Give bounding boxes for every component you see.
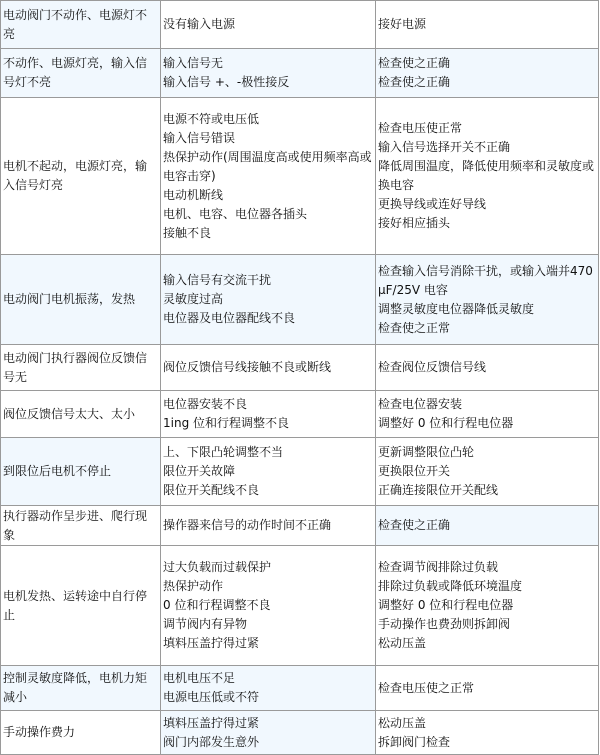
remedy-item: 拆卸阀门检查: [378, 734, 451, 749]
cause-item: 电源电压低或不符: [163, 690, 260, 704]
fault-text: 不动作、电源灯亮，输入信号灯不亮: [3, 56, 148, 89]
table-row: [1, 546, 599, 666]
causes-cell: [161, 666, 376, 711]
remedy-item: 检查输入信号消除干扰，或输入端并470μF/25V 电容: [378, 263, 593, 297]
table-row: [1, 345, 599, 391]
remedy-item: 检查阀位反馈信号线: [378, 360, 487, 374]
cause-item: 电动机断线: [163, 187, 224, 202]
cause-item: 阀位反馈信号线接触不良或断线: [163, 360, 332, 374]
remedy-item: 降低周围温度，降低使用频率和灵敏度或换电容: [378, 159, 595, 192]
table-row: [1, 438, 599, 506]
remedies-cell: [376, 49, 599, 98]
table-row: [1, 255, 599, 345]
cause-item: 灵敏度过高: [163, 292, 224, 306]
cause-item: 电位器及电位器配线不良: [163, 311, 296, 325]
fault-cell: [1, 506, 161, 546]
cause-item: 填料压盖拧得过紧: [163, 715, 260, 730]
remedy-item: 松动压盖: [378, 715, 427, 730]
fault-text: 执行器动作呈步进、爬行现象: [3, 508, 148, 542]
fault-cell: [1, 98, 161, 255]
table-body: [1, 1, 599, 755]
remedy-item: 检查使之正确: [378, 75, 451, 89]
remedy-item: 排除过负载或降低环境温度: [378, 579, 523, 593]
cause-item: 输入信号有交流干扰: [163, 273, 272, 287]
remedy-item: 检查电压使之正常: [378, 680, 475, 695]
cause-item: 电位器安装不良: [163, 397, 248, 411]
remedy-item: 接好相应插头: [378, 216, 451, 230]
fault-cell: [1, 546, 161, 666]
remedy-item: 更换限位开关: [378, 464, 451, 478]
fault-cell: [1, 438, 161, 506]
cause-item: 过大负载而过载保护: [163, 560, 272, 574]
causes-cell: [161, 1, 376, 49]
remedies-cell: [376, 546, 599, 666]
remedy-item: 调整好 0 位和行程电位器: [378, 416, 514, 430]
remedy-item: 调整好 0 位和行程电位器: [378, 598, 514, 612]
cause-item: 阀门内部发生意外: [163, 734, 260, 749]
fault-text: 控制灵敏度降低，电机力矩减小: [3, 671, 148, 704]
remedy-item: 更换导线或连好导线: [378, 197, 487, 211]
remedies-cell: [376, 711, 599, 755]
cause-item: 1ing 位和行程调整不良: [163, 416, 290, 430]
remedies-cell: [376, 666, 599, 711]
cause-item: 填料压盖拧得过紧: [163, 636, 260, 650]
fault-cell: [1, 49, 161, 98]
remedies-cell: [376, 98, 599, 255]
fault-text: 阀位反馈信号太大、太小: [3, 406, 136, 421]
cause-item: 电源不符或电压低: [163, 111, 260, 126]
table-row: [1, 98, 599, 255]
fault-cell: [1, 391, 161, 438]
table-row: [1, 666, 599, 711]
causes-cell: [161, 49, 376, 98]
fault-cell: [1, 255, 161, 345]
remedies-cell: [376, 255, 599, 345]
remedy-item: 检查电压使正常: [378, 121, 463, 135]
cause-item: 限位开关故障: [163, 464, 236, 478]
remedy-item: 检查调节阀排除过负载: [378, 560, 499, 574]
remedy-item: 检查使之正确: [378, 518, 451, 532]
fault-text: 到限位后电机不停止: [3, 464, 112, 478]
remedy-item: 松动压盖: [378, 636, 427, 650]
fault-cell: [1, 711, 161, 755]
cause-item: 0 位和行程调整不良: [163, 598, 271, 612]
fault-text: 电动阀门执行器阀位反馈信号无: [3, 350, 148, 384]
remedy-item: 输入信号选择开关不正确: [378, 140, 511, 154]
causes-cell: [161, 506, 376, 546]
cause-item: 操作器来信号的动作时间不正确: [163, 518, 332, 532]
remedy-item: 更新调整限位凸轮: [378, 445, 475, 459]
causes-cell: [161, 391, 376, 438]
fault-cell: [1, 345, 161, 391]
cause-item: 没有输入电源: [163, 17, 236, 31]
cause-item: 限位开关配线不良: [163, 483, 260, 497]
table-row: [1, 391, 599, 438]
remedy-item: 接好电源: [378, 17, 427, 31]
remedy-item: 调整灵敏度电位器降低灵敏度: [378, 301, 535, 316]
remedy-item: 检查使之正确: [378, 56, 451, 70]
table-row: [1, 506, 599, 546]
remedies-cell: [376, 438, 599, 506]
remedy-item: 正确连接限位开关配线: [378, 483, 499, 497]
causes-cell: [161, 546, 376, 666]
cause-item: 输入信号 +、-极性接反: [163, 75, 290, 89]
cause-item: 输入信号无: [163, 56, 224, 70]
table-row: [1, 1, 599, 49]
cause-item: 热保护动作(周围温度高或使用频率高或电容击穿): [163, 149, 372, 183]
fault-text: 手动操作费力: [3, 725, 76, 739]
remedies-cell: [376, 506, 599, 546]
fault-cell: [1, 666, 161, 711]
remedies-cell: [376, 1, 599, 49]
fault-text: 电机不起动，电源灯亮，输入信号灯亮: [3, 159, 148, 192]
remedies-cell: [376, 345, 599, 391]
cause-item: 电机电压不足: [163, 671, 236, 685]
fault-text: 电动阀门电机振荡，发热: [3, 292, 136, 306]
cause-item: 电机、电容、电位器各插头: [163, 206, 308, 221]
cause-item: 接触不良: [163, 225, 212, 240]
causes-cell: [161, 98, 376, 255]
table-row: [1, 711, 599, 755]
cause-item: 上、下限凸轮调整不当: [163, 445, 284, 459]
table-row: [1, 49, 599, 98]
fault-text: 电机发热、运转途中自行停止: [3, 588, 148, 622]
remedy-item: 手动操作也费劲则拆卸阀: [378, 617, 511, 631]
causes-cell: [161, 438, 376, 506]
causes-cell: [161, 711, 376, 755]
remedy-item: 检查使之正常: [378, 320, 451, 335]
cause-item: 调节阀内有异物: [163, 617, 248, 631]
remedies-cell: [376, 391, 599, 438]
causes-cell: [161, 255, 376, 345]
fault-cell: [1, 1, 161, 49]
causes-cell: [161, 345, 376, 391]
cause-item: 热保护动作: [163, 579, 224, 593]
cause-item: 输入信号错误: [163, 130, 236, 145]
fault-text: 电动阀门不动作、电源灯不亮: [3, 7, 148, 41]
remedy-item: 检查电位器安装: [378, 397, 463, 411]
